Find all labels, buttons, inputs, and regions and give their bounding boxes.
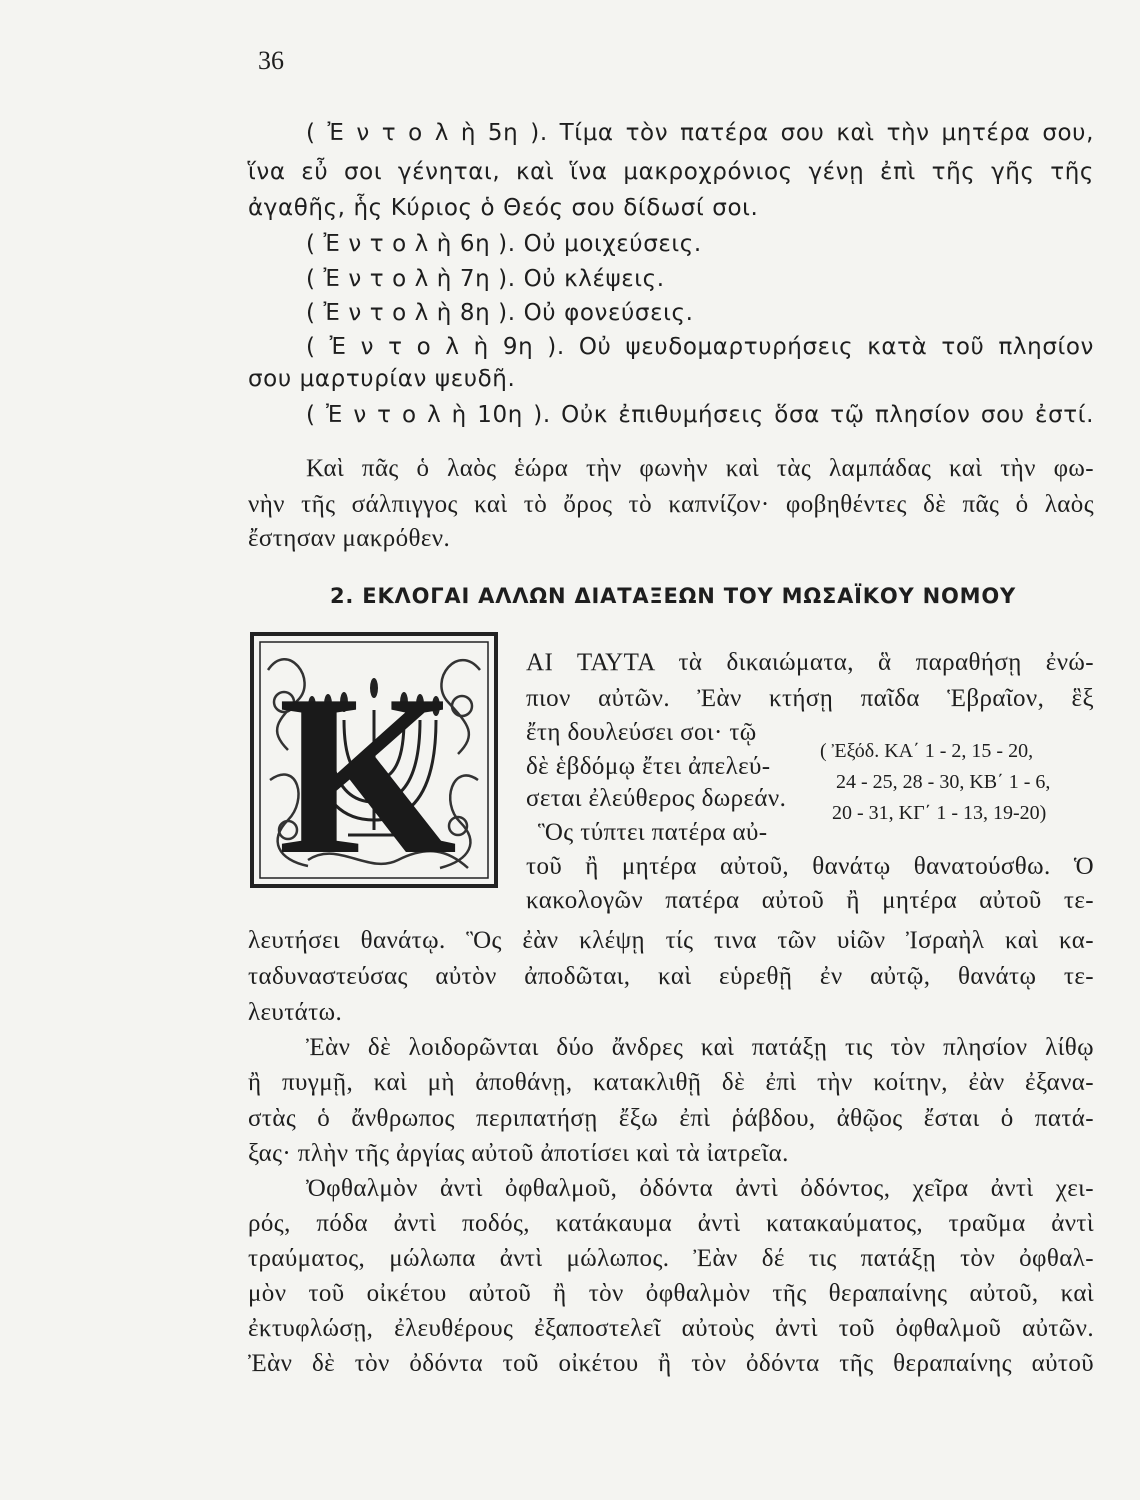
paragraph-line: ἔτη δουλεύσει σοι· τῷ <box>526 719 757 746</box>
drop-cap-ornament <box>248 630 500 890</box>
paragraph-line: Ἐὰν δὲ τὸν ὀδόντα τοῦ οἰκέτου ἢ τὸν ὀδόντα τῆς θεραπαίνης αὐτοῦ <box>248 1350 1094 1377</box>
paragraph-line: τραύματος, μώλωπα ἀντὶ μώλωπος. Ἐὰν δέ τις πατάξῃ τὸν ὀφθαλ- <box>248 1245 1094 1272</box>
paragraph-line: Καὶ πᾶς ὁ λαὸς ἑώρα τὴν φωνὴν καὶ τὰς λαμπάδας καὶ τὴν φω- <box>306 455 1094 482</box>
reference-line: 20 - 31, ΚΓ΄ 1 - 13, 19-20) <box>832 802 1047 824</box>
paragraph-line: Ὀφθαλμὸν ἀντὶ ὀφθαλμοῦ, ὀδόντα ἀντὶ ὀδόντος, χεῖρα ἀντὶ χει- <box>306 1175 1094 1202</box>
paragraph-line: στὰς ὁ ἄνθρωπος περιπατήσῃ ἔξω ἐπὶ ῥάβδου, ἀθῷος ἔσται ὁ πατά- <box>248 1105 1094 1132</box>
paragraph-line: ἢ πυγμῇ, καὶ μὴ ἀποθάνῃ, κατακλιθῇ δὲ ἐπὶ τὴν κοίτην, ἐὰν ἐξανα- <box>248 1069 1094 1096</box>
commandments-block <box>248 118 1094 428</box>
reference-line: ( Ἐξόδ. ΚΑ΄ 1 - 2, 15 - 20, <box>820 740 1034 762</box>
paragraph-line: κακολογῶν πατέρα αὐτοῦ ἢ μητέρα αὐτοῦ τε- <box>526 887 1094 914</box>
paragraph-line: ἐκτυφλώσῃ, ἐλευθέρους ἐξαποστελεῖ αὐτοὺς ἀντὶ τοῦ ὀφθαλμοῦ αὐτῶν. <box>248 1315 1094 1342</box>
paragraph-line: νὴν τῆς σάλπιγγος καὶ τὸ ὄρος τὸ καπνίζον· φοβηθέντες δὲ πᾶς ὁ λαὸς <box>248 491 1094 518</box>
commandment-line: σου μαρτυρίαν ψευδῆ. <box>248 366 516 392</box>
reference-line: 24 - 25, 28 - 30, ΚΒ΄ 1 - 6, <box>836 771 1051 793</box>
paragraph-line: ΑΙ ΤΑΥΤΑ τὰ δικαιώματα, ἃ παραθήσῃ ἐνώ- <box>526 649 1094 676</box>
paragraph-line: δὲ ἑβδόμῳ ἔτει ἀπελεύ- <box>526 753 771 780</box>
menorah-ornament-icon <box>248 630 500 890</box>
commandment-line: ( Ἐ ν τ ο λ ὴ 9η ). Οὐ ψευδομαρτυρήσεις κατὰ τοῦ πλησίον <box>306 334 1094 360</box>
paragraph-line: ξας· πλὴν τῆς ἀργίας αὐτοῦ ἀποτίσει καὶ τὰ ἰατρεῖα. <box>248 1140 789 1167</box>
paragraph-line: τοῦ ἢ μητέρα αὐτοῦ, θανάτῳ θανατούσθω. Ὁ <box>526 853 1094 880</box>
commandment-line: ( Ἐ ν τ ο λ ὴ 8η ). Οὐ φονεύσεις. <box>306 300 694 326</box>
section-heading: 2. ΕΚΛΟΓΑΙ ΑΛΛΩΝ ΔΙΑΤΑΞΕΩΝ ΤΟΥ ΜΩΣΑΪΚΟΥ ΝΟΜΟΥ <box>330 584 1017 608</box>
laws-block <box>248 926 1094 1386</box>
commandment-line: ( Ἐ ν τ ο λ ὴ 5η ). Τίμα τὸν πατέρα σου καὶ τὴν μητέρα σου, <box>306 120 1094 146</box>
commandment-line: ( Ἐ ν τ ο λ ὴ 6η ). Οὐ μοιχεύσεις. <box>306 231 702 257</box>
paragraph-line: ἔστησαν μακρόθεν. <box>248 525 451 552</box>
paragraph-line: σεται ἐλεύθερος δωρεάν. <box>526 785 787 812</box>
page-number: 36 <box>258 46 284 75</box>
paragraph-line: λευτήσει θανάτῳ. Ὃς ἐὰν κλέψῃ τίς τινα τῶν υἱῶν Ἰσραὴλ καὶ κα- <box>248 927 1094 954</box>
drop-cap-letter: K <box>278 647 457 890</box>
paragraph-line: πιον αὐτῶν. Ἐὰν κτήσῃ παῖδα Ἑβραῖον, ἓξ <box>526 685 1094 712</box>
paragraph-line: Ὃς τύπτει πατέρα αὐ- <box>538 819 768 846</box>
paragraph-line: μὸν τοῦ οἰκέτου αὐτοῦ ἢ τὸν ὀφθαλμὸν τῆς θεραπαίνης αὐτοῦ, καὶ <box>248 1280 1094 1307</box>
paragraph-line: ρός, πόδα ἀντὶ ποδός, κατάκαυμα ἀντὶ κατακαύματος, τραῦμα ἀντὶ <box>248 1210 1094 1237</box>
paragraph-line: Ἐὰν δὲ λοιδορῶνται δύο ἄνδρες καὶ πατάξῃ τις τὸν πλησίον λίθῳ <box>306 1034 1094 1061</box>
people-paragraph <box>248 454 1094 554</box>
scripture-reference <box>820 736 1096 829</box>
paragraph-line: λευτάτω. <box>248 999 343 1026</box>
commandment-line: ( Ἐ ν τ ο λ ὴ 10η ). Οὐκ ἐπιθυμήσεις ὅσα τῷ πλησίον σου ἐστί. <box>306 402 1094 428</box>
commandment-line: ἀγαθῆς, ἧς Κύριος ὁ Θεός σου δίδωσί σοι. <box>248 195 759 221</box>
paragraph-line: ταδυναστεύσας αὐτὸν ἀποδῶται, καὶ εὑρεθῇ ἐν αὐτῷ, θανάτῳ τε- <box>248 963 1094 990</box>
commandment-line: ἵνα εὖ σοι γένηται, καὶ ἵνα μακροχρόνιος γένῃ ἐπὶ τῆς γῆς τῆς <box>248 159 1094 185</box>
commandment-line: ( Ἐ ν τ ο λ ὴ 7η ). Οὐ κλέψεις. <box>306 266 665 292</box>
